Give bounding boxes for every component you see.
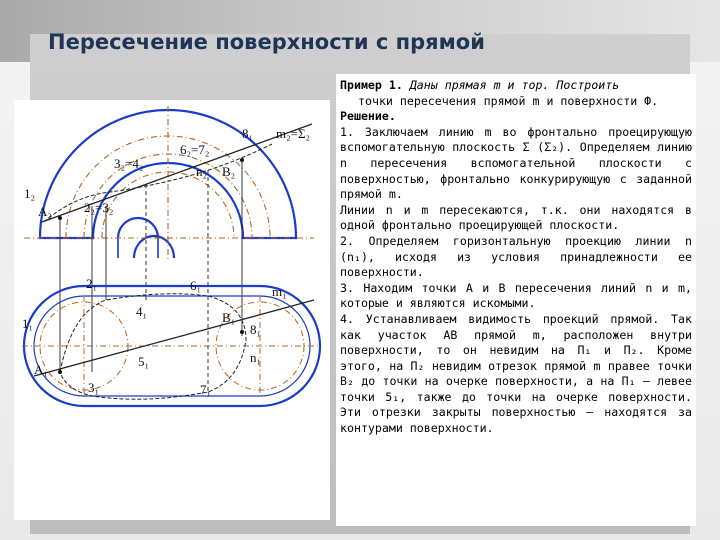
label-5-1: 5₁ (138, 354, 150, 369)
torus-drawing (14, 100, 330, 520)
point-markers (58, 158, 244, 374)
label-a1: A₁ (34, 362, 48, 377)
label-m2-sigma2: m₂=Σ₂ (276, 126, 311, 141)
solution-heading (340, 109, 692, 125)
example-text: Даны прямая m и тор. Построить (402, 78, 620, 92)
line-m1 (34, 300, 314, 376)
step-4: 4. Устанавливаем видимость проекций прямой. Так как участок AB прямой m, расположен внутри поверхности, то он невидим на П₁ и П₂. Кроме этого, на П₂ невидим отрезок прямой m правее точки B₂ до точки на очерке поверхности, а на П₁ – левее точки 5₁, также до точки на очерке поверхности. Эти отрезки закрыты поверхностью – находятся за контурами поверхности. (340, 311, 692, 436)
label-3-2-4-2: 3₂=4₂ (114, 156, 144, 171)
label-a2: A₂ (38, 204, 52, 219)
point-b2 (240, 158, 244, 162)
step-2: 2. Определяем горизонтальную проекцию линии n (n₁), исходя из условия принадлежности ее поверхности. (340, 233, 692, 280)
label-2-1: 2₁ (86, 276, 98, 291)
label-6-1: 6₁ (190, 278, 202, 293)
label-n1: n₁ (250, 350, 262, 365)
point-b1 (240, 330, 244, 334)
label-3-1: 3₁ (88, 380, 100, 395)
example-heading: Пример 1. (340, 78, 403, 92)
explanation-text (340, 78, 692, 437)
label-7-1: 7₁ (200, 382, 212, 397)
horizontal-projection (24, 286, 320, 406)
line-m2 (42, 124, 312, 222)
drawing-labels (22, 126, 310, 397)
label-b1: B₁ (222, 310, 236, 325)
step-1-note: Линии n и m пересекаются, т.к. они находятся в одной фронтально проецирующей плоскости. (340, 202, 692, 233)
problem-statement (340, 78, 692, 94)
point-a1 (58, 370, 62, 374)
label-m1: m₁ (272, 284, 287, 299)
label-8-1: 8₁ (250, 322, 262, 337)
step-1: 1. Заключаем линию m во фронтально проецирующую вспомогательную плоскость Σ (Σ₂). Определяем линию n пересечения вспомогательной плоскости с поверхностью, фронтально конкурирующую с заданной прямой m. (340, 124, 692, 202)
label-1-2: 1₂ (24, 186, 36, 201)
step-3: 3. Находим точки A и B пересечения линий n и m, которые и являются искомыми. (340, 280, 692, 311)
label-1-1: 1₁ (22, 316, 34, 331)
solution-heading-text: Решение. (340, 109, 396, 124)
slide-title: Пересечение поверхности с прямой (48, 30, 485, 54)
label-4-1: 4₁ (136, 304, 148, 319)
label-b2: B₂ (222, 164, 236, 179)
label-n2: n₂ (196, 164, 208, 179)
explanation-textbox (336, 74, 696, 526)
point-a2 (58, 216, 62, 220)
drawing-svg (14, 100, 330, 520)
label-8-2: 8₁ (242, 126, 254, 141)
label-6-2-7-2: 6₂=7₂ (180, 142, 210, 157)
label-2-2-3-2: 2₂=3₂ (84, 200, 114, 215)
torus-horizontal-outline (24, 286, 320, 406)
neck-lines (118, 238, 158, 258)
problem-statement-cont: точки пересечения прямой m и поверхности Ф. (358, 93, 659, 108)
